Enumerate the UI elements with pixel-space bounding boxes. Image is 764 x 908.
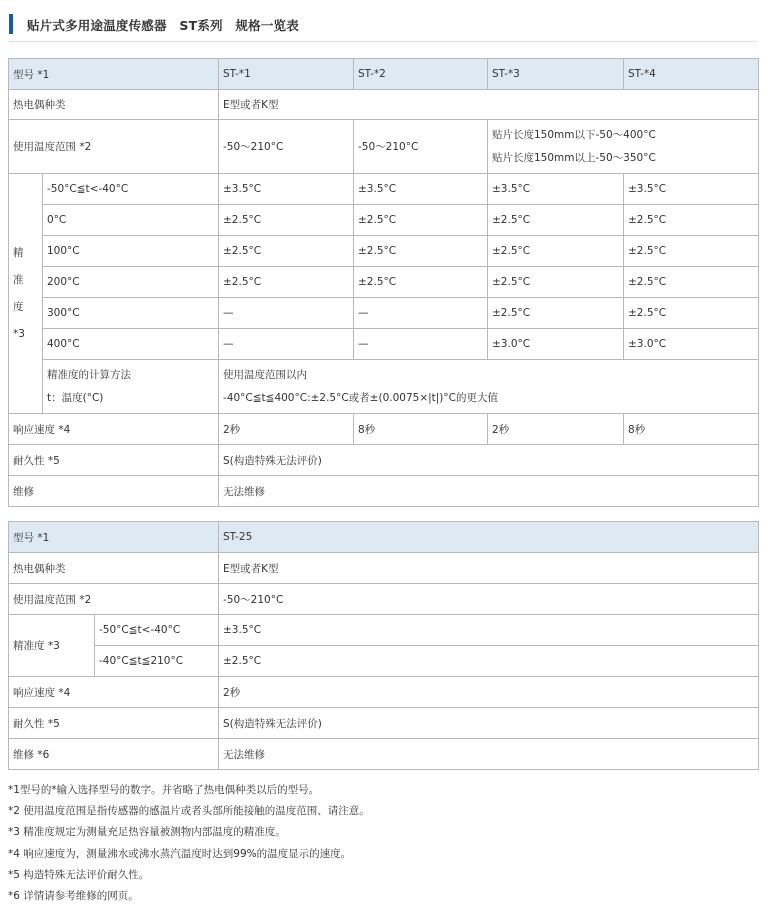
- accuracy-value: ±3.5°C: [624, 174, 759, 205]
- accuracy-value: ±3.5°C: [219, 615, 759, 646]
- accuracy-value: ±3.0°C: [488, 329, 624, 360]
- durability-label: 耐久性 *5: [9, 708, 219, 739]
- thermocouple-label: 热电偶种类: [9, 553, 219, 584]
- accuracy-value: ±2.5°C: [219, 646, 759, 677]
- accuracy-row: [9, 205, 759, 236]
- accuracy-row: [9, 646, 759, 677]
- footnote: *4 响应速度为，测量沸水或沸水蒸汽温度时达到99%的温度显示的速度。: [8, 847, 352, 860]
- table-row: [9, 677, 759, 708]
- table-row: [9, 476, 759, 507]
- table-row: [9, 120, 759, 174]
- accuracy-condition: -50°C≦t<-40°C: [95, 615, 219, 646]
- accuracy-condition: 100°C: [43, 236, 219, 267]
- footnotes: [8, 780, 756, 907]
- accuracy-method-label: [43, 360, 219, 414]
- range-label: 使用温度范围 *2: [9, 120, 219, 174]
- accuracy-condition: 400°C: [43, 329, 219, 360]
- accuracy-value: ±2.5°C: [219, 267, 354, 298]
- model-st25: ST-25: [219, 522, 759, 553]
- method-value-line2: -40°C≦t≦400°C:±2.5°C或者±(0.0075×|t|)°C的更大值: [223, 391, 498, 404]
- accuracy-value: ±2.5°C: [219, 205, 354, 236]
- footnote: *1型号的*输入选择型号的数字。并省略了热电偶种类以后的型号。: [8, 784, 320, 796]
- accuracy-char: 准: [13, 273, 24, 286]
- table-row: [9, 553, 759, 584]
- footnote: *6 详情请参考维修的网页。: [8, 889, 139, 902]
- accuracy-row: [9, 174, 759, 205]
- accuracy-condition: 0°C: [43, 205, 219, 236]
- durability-value: S(构造特殊无法评价): [219, 708, 759, 739]
- accuracy-value: ±2.5°C: [488, 205, 624, 236]
- accuracy-char: 精: [13, 246, 24, 259]
- accuracy-value: —: [219, 298, 354, 329]
- accuracy-row: [9, 298, 759, 329]
- footnote: *2 使用温度范围是指传感器的感温片或者头部所能接触的温度范围、请注意。: [8, 805, 370, 818]
- spec-table-st-series: [8, 58, 759, 507]
- accuracy-value: ±3.5°C: [219, 174, 354, 205]
- footnote: *3 精准度规定为测量充足热容量被测物内部温度的精准度。: [8, 826, 286, 839]
- range-value: -50～210°C: [219, 584, 759, 615]
- accuracy-group-label: [9, 174, 43, 414]
- accuracy-condition: 200°C: [43, 267, 219, 298]
- accuracy-label: 精准度 *3: [9, 615, 95, 677]
- response-label: 响应速度 *4: [9, 677, 219, 708]
- table-row: [9, 708, 759, 739]
- model-st1: ST-*1: [219, 59, 354, 90]
- accuracy-char: *3: [13, 327, 25, 340]
- model-st3: ST-*3: [488, 59, 624, 90]
- accuracy-condition: -40°C≦t≦210°C: [95, 646, 219, 677]
- range-label: 使用温度范围 *2: [9, 584, 219, 615]
- method-label-line1: 精准度的计算方法: [47, 368, 131, 381]
- repair-label: 维修: [9, 476, 219, 507]
- response-value: 2秒: [219, 414, 354, 445]
- accuracy-value: —: [354, 298, 488, 329]
- table-header-row: [9, 59, 759, 90]
- accuracy-condition: 300°C: [43, 298, 219, 329]
- response-value: 2秒: [488, 414, 624, 445]
- accuracy-value: ±2.5°C: [624, 205, 759, 236]
- range-st1: -50～210°C: [219, 120, 354, 174]
- accuracy-value: ±2.5°C: [488, 298, 624, 329]
- method-value-line1: 使用温度范围以内: [223, 368, 307, 381]
- repair-value: 无法维修: [219, 476, 759, 507]
- thermocouple-label: 热电偶种类: [9, 90, 219, 120]
- accuracy-method-row: [9, 360, 759, 414]
- accuracy-value: —: [354, 329, 488, 360]
- model-st2: ST-*2: [354, 59, 488, 90]
- thermocouple-value: E型或者K型: [219, 553, 759, 584]
- accuracy-row: [9, 267, 759, 298]
- table-row: [9, 414, 759, 445]
- accuracy-value: ±2.5°C: [354, 236, 488, 267]
- table-row: [9, 90, 759, 120]
- table-header-row: [9, 522, 759, 553]
- thermocouple-value: E型或者K型: [219, 90, 759, 120]
- durability-value: S(构造特殊无法评价): [219, 445, 759, 476]
- accuracy-value: ±2.5°C: [488, 236, 624, 267]
- response-value: 2秒: [219, 677, 759, 708]
- model-st4: ST-*4: [624, 59, 759, 90]
- spec-table-st25: [8, 521, 759, 770]
- table-row: [9, 739, 759, 770]
- accuracy-row: [9, 236, 759, 267]
- accuracy-value: ±2.5°C: [624, 298, 759, 329]
- accuracy-value: —: [219, 329, 354, 360]
- section-heading: [9, 12, 756, 42]
- accuracy-value: ±3.5°C: [354, 174, 488, 205]
- repair-value: 无法维修: [219, 739, 759, 770]
- accuracy-value: ±2.5°C: [624, 267, 759, 298]
- accuracy-value: ±3.0°C: [624, 329, 759, 360]
- heading-accent-bar: [9, 14, 13, 34]
- durability-label: 耐久性 *5: [9, 445, 219, 476]
- accuracy-value: ±2.5°C: [624, 236, 759, 267]
- method-label-line2: t：温度(°C): [47, 391, 104, 404]
- accuracy-row: [9, 329, 759, 360]
- table-row: [9, 445, 759, 476]
- response-value: 8秒: [354, 414, 488, 445]
- accuracy-value: ±3.5°C: [488, 174, 624, 205]
- response-value: 8秒: [624, 414, 759, 445]
- accuracy-condition: -50°C≦t<-40°C: [43, 174, 219, 205]
- range-st34: [488, 120, 759, 174]
- response-label: 响应速度 *4: [9, 414, 219, 445]
- range-st2: -50～210°C: [354, 120, 488, 174]
- accuracy-row: [9, 615, 759, 646]
- accuracy-char: 度: [13, 300, 24, 313]
- range-st34-line2: 贴片长度150mm以上-50～350°C: [492, 151, 656, 164]
- accuracy-method-value: [219, 360, 759, 414]
- accuracy-value: ±2.5°C: [488, 267, 624, 298]
- model-label: 型号 *1: [9, 522, 219, 553]
- accuracy-value: ±2.5°C: [354, 267, 488, 298]
- page-title: 贴片式多用途温度传感器 ST系列 规格一览表: [27, 18, 299, 33]
- footnote: *5 构造特殊无法评价耐久性。: [8, 868, 150, 881]
- range-st34-line1: 贴片长度150mm以下-50～400°C: [492, 128, 656, 141]
- model-label: 型号 *1: [9, 59, 219, 90]
- accuracy-value: ±2.5°C: [219, 236, 354, 267]
- repair-label: 维修 *6: [9, 739, 219, 770]
- accuracy-value: ±2.5°C: [354, 205, 488, 236]
- table-row: [9, 584, 759, 615]
